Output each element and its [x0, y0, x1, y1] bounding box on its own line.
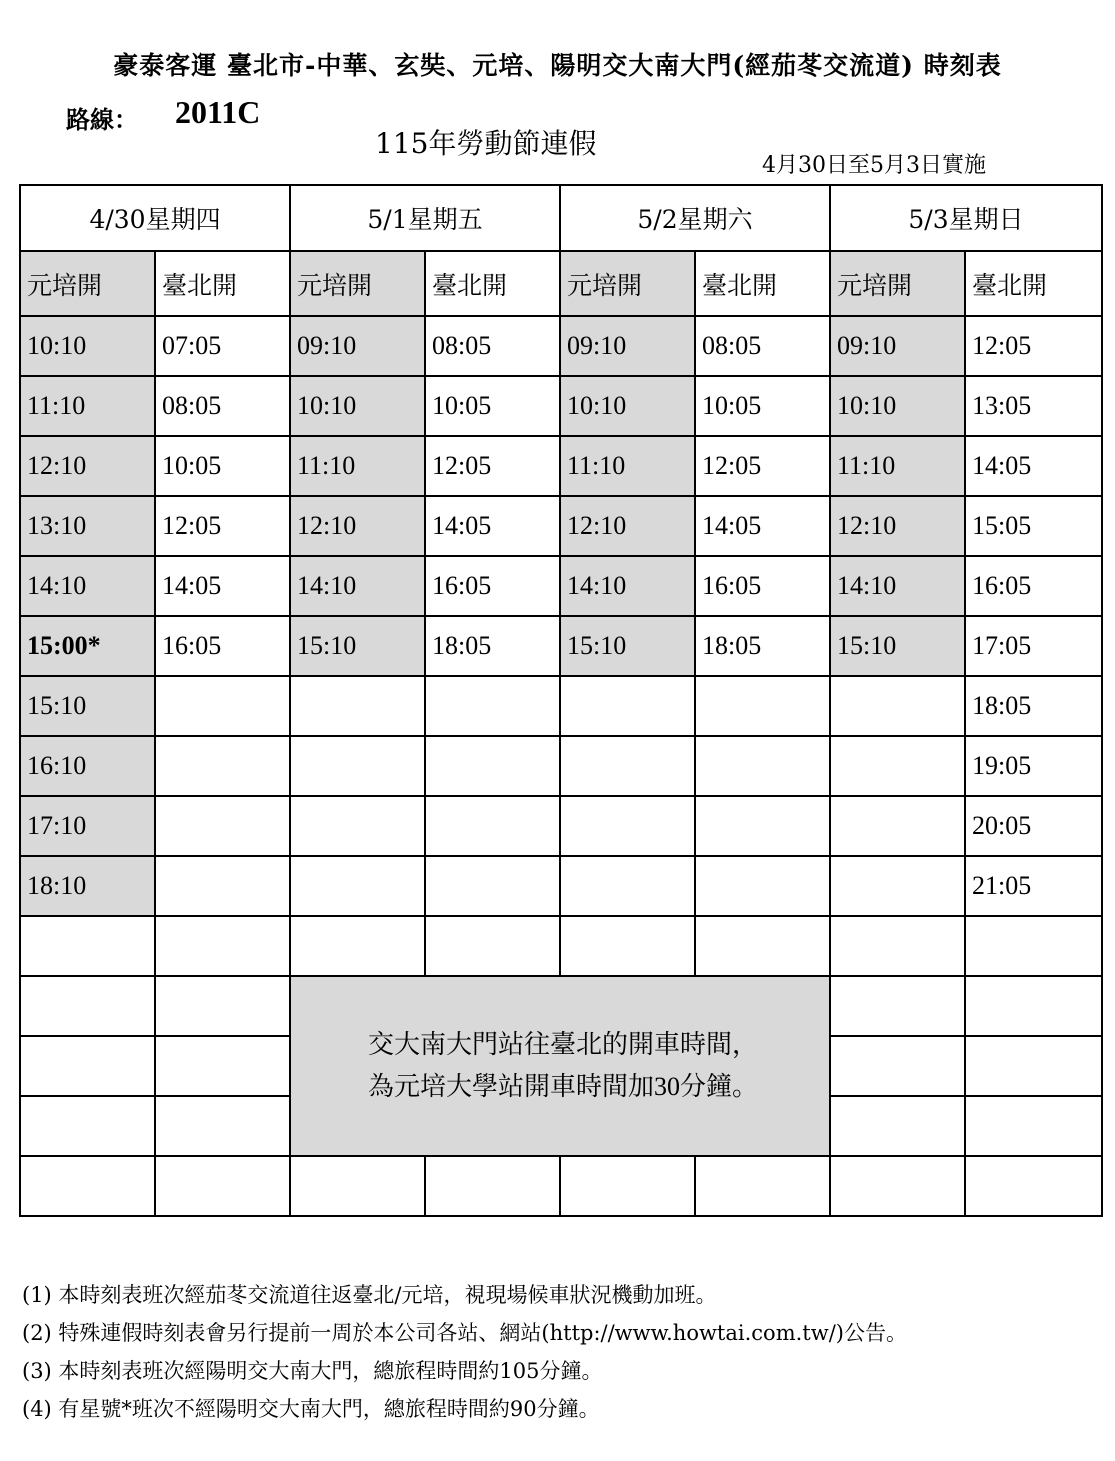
taipei-departure-time: 17:05: [965, 616, 1102, 676]
taipei-departure-time: 12:05: [965, 316, 1102, 376]
taipei-departure-header: 臺北開: [695, 251, 830, 316]
yuanpei-departure-time: 15:10: [290, 616, 425, 676]
taipei-departure-time: 18:05: [695, 616, 830, 676]
taipei-departure-time: 10:05: [425, 376, 560, 436]
yuanpei-departure-time: 14:10: [290, 556, 425, 616]
empty-cell: [425, 736, 560, 796]
empty-cell: [965, 1096, 1102, 1156]
route-label: 路線：: [66, 105, 138, 134]
yuanpei-departure-time: 09:10: [560, 316, 695, 376]
yuanpei-departure-time: 12:10: [290, 496, 425, 556]
empty-cell: [425, 1156, 560, 1216]
taipei-departure-time: 20:05: [965, 796, 1102, 856]
yuanpei-departure-time: 14:10: [560, 556, 695, 616]
empty-cell: [695, 736, 830, 796]
empty-cell: [290, 676, 425, 736]
taipei-departure-time: 08:05: [425, 316, 560, 376]
empty-cell: [560, 796, 695, 856]
yuanpei-departure-time: 14:10: [830, 556, 965, 616]
taipei-departure-time: 12:05: [695, 436, 830, 496]
yuanpei-departure-time: 10:10: [290, 376, 425, 436]
note-line: 交大南大門站往臺北的開車時間，: [368, 1030, 759, 1059]
footnote: (1) 本時刻表班次經茄苳交流道往返臺北/元培，視現場候車狀況機動加班。: [22, 1283, 717, 1307]
page-title: 豪泰客運 臺北市-中華、玄奘、元培、陽明交大南大門(經茄苳交流道) 時刻表: [113, 51, 1002, 80]
footnote: (4) 有星號*班次不經陽明交大南大門，總旅程時間約90分鐘。: [22, 1397, 600, 1421]
route-number: 2011C: [175, 94, 261, 130]
taipei-departure-time: 19:05: [965, 736, 1102, 796]
taipei-departure-time: 18:05: [425, 616, 560, 676]
footnotes: [22, 1282, 907, 1434]
holiday-name: 115年勞動節連假: [375, 127, 597, 160]
taipei-departure-time: 08:05: [695, 316, 830, 376]
note-box: [290, 976, 830, 1156]
table-row: [20, 916, 1102, 976]
empty-cell: [155, 856, 290, 916]
note-line: 為元培大學站開車時間加30分鐘。: [368, 1072, 759, 1101]
empty-cell: [695, 916, 830, 976]
empty-cell: [290, 856, 425, 916]
yuanpei-departure-time: 17:10: [20, 796, 155, 856]
empty-cell: [155, 736, 290, 796]
day-header: 4/30星期四: [20, 185, 290, 251]
table-row: [20, 676, 1102, 736]
yuanpei-departure-time: 12:10: [560, 496, 695, 556]
yuanpei-departure-header: 元培開: [560, 251, 695, 316]
empty-cell: [695, 1156, 830, 1216]
empty-cell: [830, 676, 965, 736]
yuanpei-departure-time: 15:10: [830, 616, 965, 676]
yuanpei-departure-header: 元培開: [830, 251, 965, 316]
taipei-departure-time: 08:05: [155, 376, 290, 436]
empty-cell: [830, 736, 965, 796]
yuanpei-departure-time: 09:10: [830, 316, 965, 376]
empty-cell: [290, 796, 425, 856]
empty-cell: [830, 976, 965, 1036]
empty-cell: [20, 976, 155, 1036]
taipei-departure-time: 14:05: [155, 556, 290, 616]
table-row: [20, 796, 1102, 856]
empty-cell: [20, 916, 155, 976]
taipei-departure-header: 臺北開: [425, 251, 560, 316]
table-row: [20, 736, 1102, 796]
empty-cell: [290, 916, 425, 976]
empty-cell: [155, 676, 290, 736]
yuanpei-departure-time: 16:10: [20, 736, 155, 796]
empty-cell: [695, 676, 830, 736]
yuanpei-departure-time: 15:10: [560, 616, 695, 676]
taipei-departure-time: 10:05: [155, 436, 290, 496]
table-row: [20, 856, 1102, 916]
taipei-departure-header: 臺北開: [155, 251, 290, 316]
empty-cell: [155, 916, 290, 976]
yuanpei-departure-header: 元培開: [20, 251, 155, 316]
table-row: [20, 976, 1102, 1036]
table-row: [20, 556, 1102, 616]
yuanpei-departure-time: 12:10: [830, 496, 965, 556]
taipei-departure-time: 18:05: [965, 676, 1102, 736]
yuanpei-departure-time: 12:10: [20, 436, 155, 496]
taipei-departure-header: 臺北開: [965, 251, 1102, 316]
yuanpei-departure-time: 15:00*: [20, 616, 155, 676]
empty-cell: [20, 1036, 155, 1096]
taipei-departure-time: 16:05: [425, 556, 560, 616]
empty-cell: [290, 1156, 425, 1216]
timetable: [19, 184, 1103, 1217]
day-header: 5/3星期日: [830, 185, 1102, 251]
empty-cell: [560, 1156, 695, 1216]
empty-cell: [560, 856, 695, 916]
taipei-departure-time: 14:05: [965, 436, 1102, 496]
yuanpei-departure-time: 11:10: [290, 436, 425, 496]
taipei-departure-time: 16:05: [155, 616, 290, 676]
day-header-row: [20, 185, 1102, 251]
table-row: [20, 1156, 1102, 1216]
yuanpei-departure-time: 09:10: [290, 316, 425, 376]
empty-cell: [425, 796, 560, 856]
taipei-departure-time: 12:05: [155, 496, 290, 556]
table-row: [20, 376, 1102, 436]
empty-cell: [830, 1156, 965, 1216]
empty-cell: [155, 1036, 290, 1096]
empty-cell: [830, 1036, 965, 1096]
yuanpei-departure-time: 10:10: [830, 376, 965, 436]
yuanpei-departure-time: 11:10: [20, 376, 155, 436]
empty-cell: [425, 676, 560, 736]
empty-cell: [20, 1156, 155, 1216]
empty-cell: [560, 916, 695, 976]
column-header-row: [20, 251, 1102, 316]
empty-cell: [830, 1096, 965, 1156]
empty-cell: [155, 976, 290, 1036]
effective-dates: 4月30日至5月3日實施: [762, 153, 986, 178]
yuanpei-departure-time: 13:10: [20, 496, 155, 556]
empty-cell: [965, 916, 1102, 976]
yuanpei-departure-header: 元培開: [290, 251, 425, 316]
taipei-departure-time: 07:05: [155, 316, 290, 376]
taipei-departure-time: 16:05: [965, 556, 1102, 616]
table-row: [20, 436, 1102, 496]
yuanpei-departure-time: 11:10: [830, 436, 965, 496]
taipei-departure-time: 14:05: [695, 496, 830, 556]
table-row: [20, 616, 1102, 676]
footnote: (3) 本時刻表班次經陽明交大南大門，總旅程時間約105分鐘。: [22, 1359, 603, 1383]
yuanpei-departure-time: 14:10: [20, 556, 155, 616]
empty-cell: [560, 736, 695, 796]
yuanpei-departure-time: 15:10: [20, 676, 155, 736]
empty-cell: [560, 676, 695, 736]
day-header: 5/2星期六: [560, 185, 830, 251]
empty-cell: [425, 856, 560, 916]
yuanpei-departure-time: 18:10: [20, 856, 155, 916]
table-row: [20, 316, 1102, 376]
empty-cell: [155, 1096, 290, 1156]
taipei-departure-time: 15:05: [965, 496, 1102, 556]
empty-cell: [20, 1096, 155, 1156]
empty-cell: [695, 856, 830, 916]
taipei-departure-time: 10:05: [695, 376, 830, 436]
empty-cell: [830, 916, 965, 976]
taipei-departure-time: 16:05: [695, 556, 830, 616]
taipei-departure-time: 14:05: [425, 496, 560, 556]
empty-cell: [155, 796, 290, 856]
empty-cell: [830, 856, 965, 916]
taipei-departure-time: 12:05: [425, 436, 560, 496]
empty-cell: [830, 796, 965, 856]
empty-cell: [965, 976, 1102, 1036]
footnote: (2) 特殊連假時刻表會另行提前一周於本公司各站、網站(http://www.howtai.com.tw/)公告。: [22, 1321, 907, 1345]
empty-cell: [965, 1156, 1102, 1216]
taipei-departure-time: 21:05: [965, 856, 1102, 916]
yuanpei-departure-time: 10:10: [20, 316, 155, 376]
taipei-departure-time: 13:05: [965, 376, 1102, 436]
yuanpei-departure-time: 10:10: [560, 376, 695, 436]
empty-cell: [155, 1156, 290, 1216]
empty-cell: [425, 916, 560, 976]
table-row: [20, 496, 1102, 556]
empty-cell: [965, 1036, 1102, 1096]
empty-cell: [695, 796, 830, 856]
yuanpei-departure-time: 11:10: [560, 436, 695, 496]
day-header: 5/1星期五: [290, 185, 560, 251]
empty-cell: [290, 736, 425, 796]
